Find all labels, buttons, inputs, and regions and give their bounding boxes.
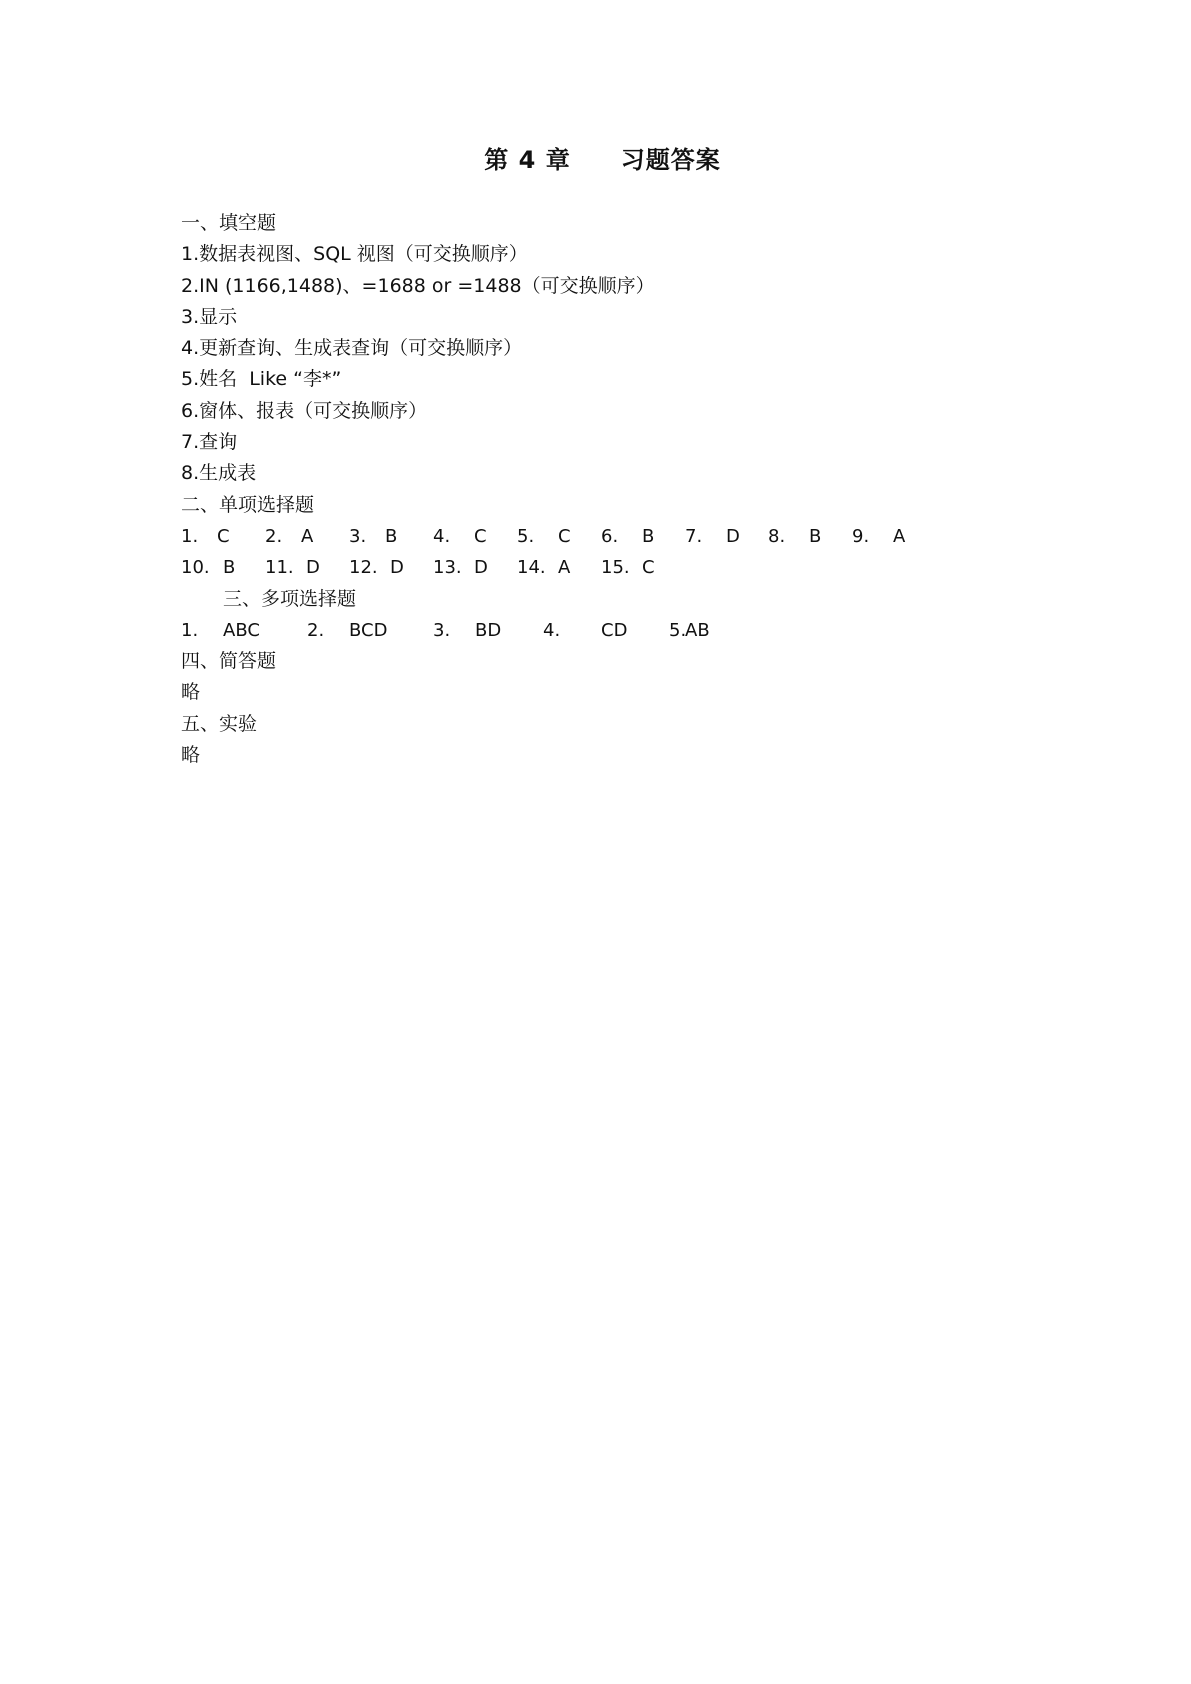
fill-blank-item-3: 3.显示 [181,305,238,328]
single-choice-row-1 [181,521,1041,552]
single-choice-number: 12. [349,557,378,579]
single-choice-answer: C [217,525,230,547]
single-choice-answer: B [809,525,822,547]
section-heading-short-answer: 四、简答题 [181,650,277,673]
single-choice-answer: C [474,525,487,547]
answer-content [181,208,1041,771]
multi-choice-answer: CD [601,619,628,641]
single-choice-answer: D [474,557,488,579]
section-heading-fill-blank: 一、填空题 [181,212,277,234]
multi-choice-number: 5. [669,619,687,641]
multi-choice-answer: BD [475,619,502,641]
multi-choice-answer: BCD [349,619,388,641]
single-choice-number: 8. [768,525,786,547]
single-choice-answer: D [306,557,320,579]
fill-blank-item-4: 4.更新查询、生成表查询（可交换顺序） [181,337,523,360]
single-choice-answer: B [642,525,655,547]
single-choice-number: 1. [181,525,199,547]
fill-blank-item-8: 8.生成表 [181,462,257,485]
single-choice-answer: A [893,525,906,547]
single-choice-number: 11. [265,557,294,579]
multi-choice-number: 1. [181,619,199,641]
multi-choice-number: 4. [543,619,561,641]
short-answer-text: 略 [181,681,201,704]
single-choice-answer: B [223,557,236,579]
section-heading-multi-choice: 三、多项选择题 [223,587,357,610]
single-choice-answer: C [558,525,571,547]
fill-blank-item-6: 6.窗体、报表（可交换顺序） [181,399,428,422]
page-title: 第 4 章 习题答案 [484,146,721,174]
section-heading-single-choice: 二、单项选择题 [181,493,315,516]
single-choice-number: 6. [601,525,619,547]
single-choice-number: 9. [852,525,870,547]
fill-blank-item-5: 5.姓名 Like “李*” [181,368,342,391]
fill-blank-item-7: 7.查询 [181,431,238,454]
single-choice-answer: D [726,525,740,547]
multi-choice-answer: AB [685,619,710,641]
fill-blank-item-1: 1.数据表视图、SQL 视图（可交换顺序） [181,243,528,266]
single-choice-number: 3. [349,525,367,547]
single-choice-number: 5. [517,525,535,547]
experiment-answer-text: 略 [181,744,201,767]
single-choice-row-2 [181,552,1041,583]
section-heading-experiment: 五、实验 [181,712,258,735]
single-choice-number: 4. [433,525,451,547]
single-choice-number: 10. [181,557,210,579]
single-choice-number: 7. [685,525,703,547]
single-choice-answer: C [642,557,655,579]
single-choice-number: 15. [601,557,630,579]
single-choice-number: 14. [517,557,546,579]
single-choice-answer: B [385,525,398,547]
multi-choice-answer: ABC [223,619,260,641]
multi-choice-number: 2. [307,619,325,641]
single-choice-number: 2. [265,525,283,547]
multi-choice-number: 3. [433,619,451,641]
single-choice-answer: D [390,557,404,579]
single-choice-answer: A [558,557,571,579]
single-choice-number: 13. [433,557,462,579]
single-choice-answer: A [301,525,314,547]
multi-choice-row [181,615,1041,646]
fill-blank-item-2: 2.IN (1166,1488)、=1688 or =1488（可交换顺序） [181,274,655,297]
